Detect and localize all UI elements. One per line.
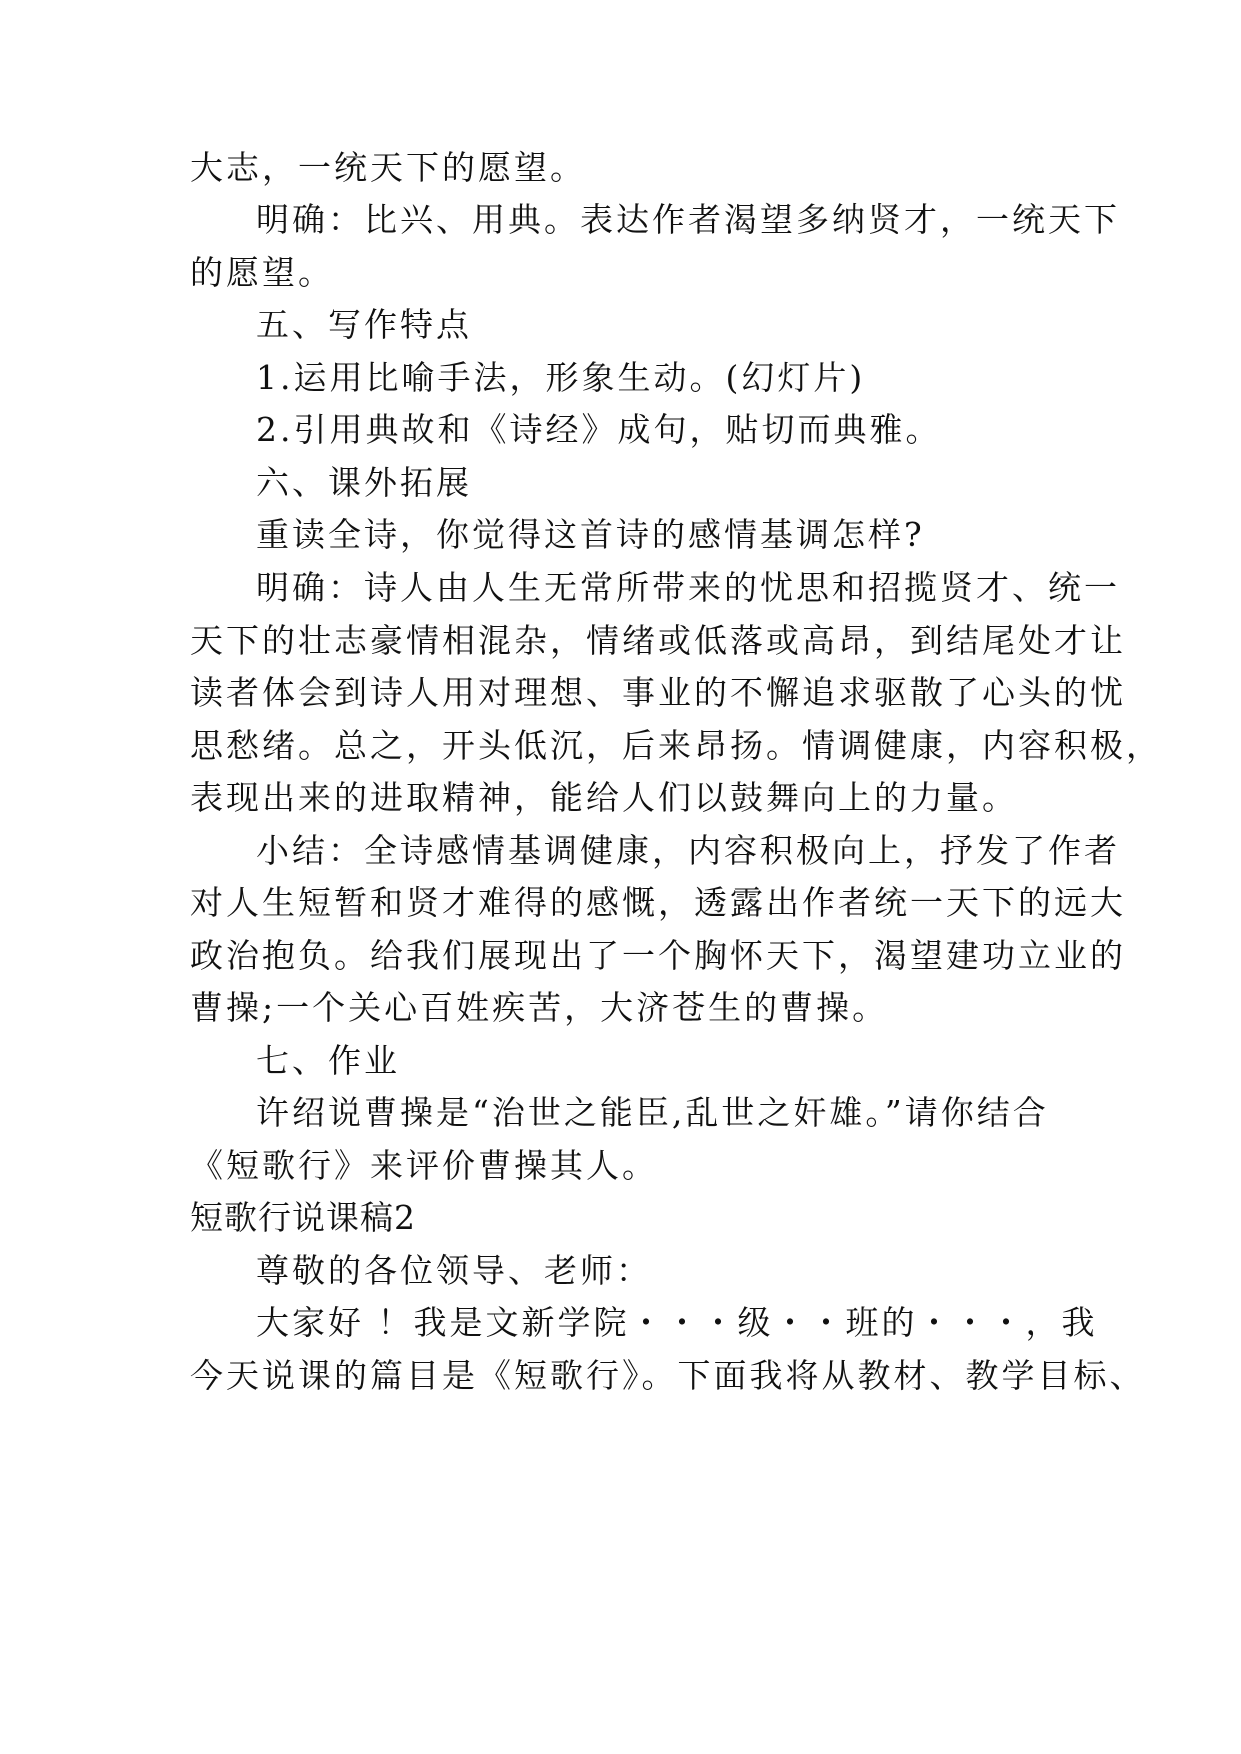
paragraph-line: 重读全诗，你觉得这首诗的感情基调怎样?: [256, 515, 925, 554]
paragraph-line: 曹操;一个关心百姓疾苦，大济苍生的曹操。: [190, 988, 889, 1027]
paragraph-line: 小结：全诗感情基调健康，内容积极向上，抒发了作者: [256, 831, 1120, 870]
paragraph-line: 《短歌行》来评价曹操其人。: [190, 1146, 658, 1185]
paragraph-line: 读者体会到诗人用对理想、事业的不懈追求驱散了心头的忧: [190, 673, 1126, 712]
document-title: 短歌行说课稿2: [190, 1198, 416, 1237]
paragraph-line: 今天说课的篇目是《短歌行》。下面我将从教材、教学目标、: [190, 1356, 1146, 1395]
paragraph-line: 明确：比兴、用典。表达作者渴望多纳贤才，一统天下: [256, 200, 1120, 239]
paragraph-line: 大志，一统天下的愿望。: [190, 148, 586, 187]
paragraph-line: 思愁绪。总之，开头低沉，后来昂扬。情调健康，内容积极，: [190, 726, 1162, 765]
paragraph-line: 许绍说曹操是“治世之能臣,乱世之奸雄。”请你结合: [256, 1093, 1049, 1132]
paragraph-line: 政治抱负。给我们展现出了一个胸怀天下，渴望建功立业的: [190, 936, 1126, 975]
paragraph-line: 大家好 ！我是文新学院・・・级・・班的・・・，我: [256, 1303, 1098, 1342]
paragraph-line: 对人生短暂和贤才难得的感慨，透露出作者统一天下的远大: [190, 883, 1126, 922]
section-heading: 五、写作特点: [256, 305, 472, 344]
list-item: 2.引用典故和《诗经》成句，贴切而典雅。: [256, 410, 942, 449]
paragraph-line: 尊敬的各位领导、老师：: [256, 1251, 652, 1290]
paragraph-line: 的愿望。: [190, 253, 334, 292]
paragraph-line: 明确：诗人由人生无常所带来的忧思和招揽贤才、统一: [256, 568, 1120, 607]
list-item: 1.运用比喻手法，形象生动。(幻灯片): [256, 358, 866, 397]
section-heading: 六、课外拓展: [256, 463, 472, 502]
section-heading: 七、作业: [256, 1041, 400, 1080]
paragraph-line: 天下的壮志豪情相混杂，情绪或低落或高昂，到结尾处才让: [190, 621, 1126, 660]
paragraph-line: 表现出来的进取精神，能给人们以鼓舞向上的力量。: [190, 778, 1018, 817]
